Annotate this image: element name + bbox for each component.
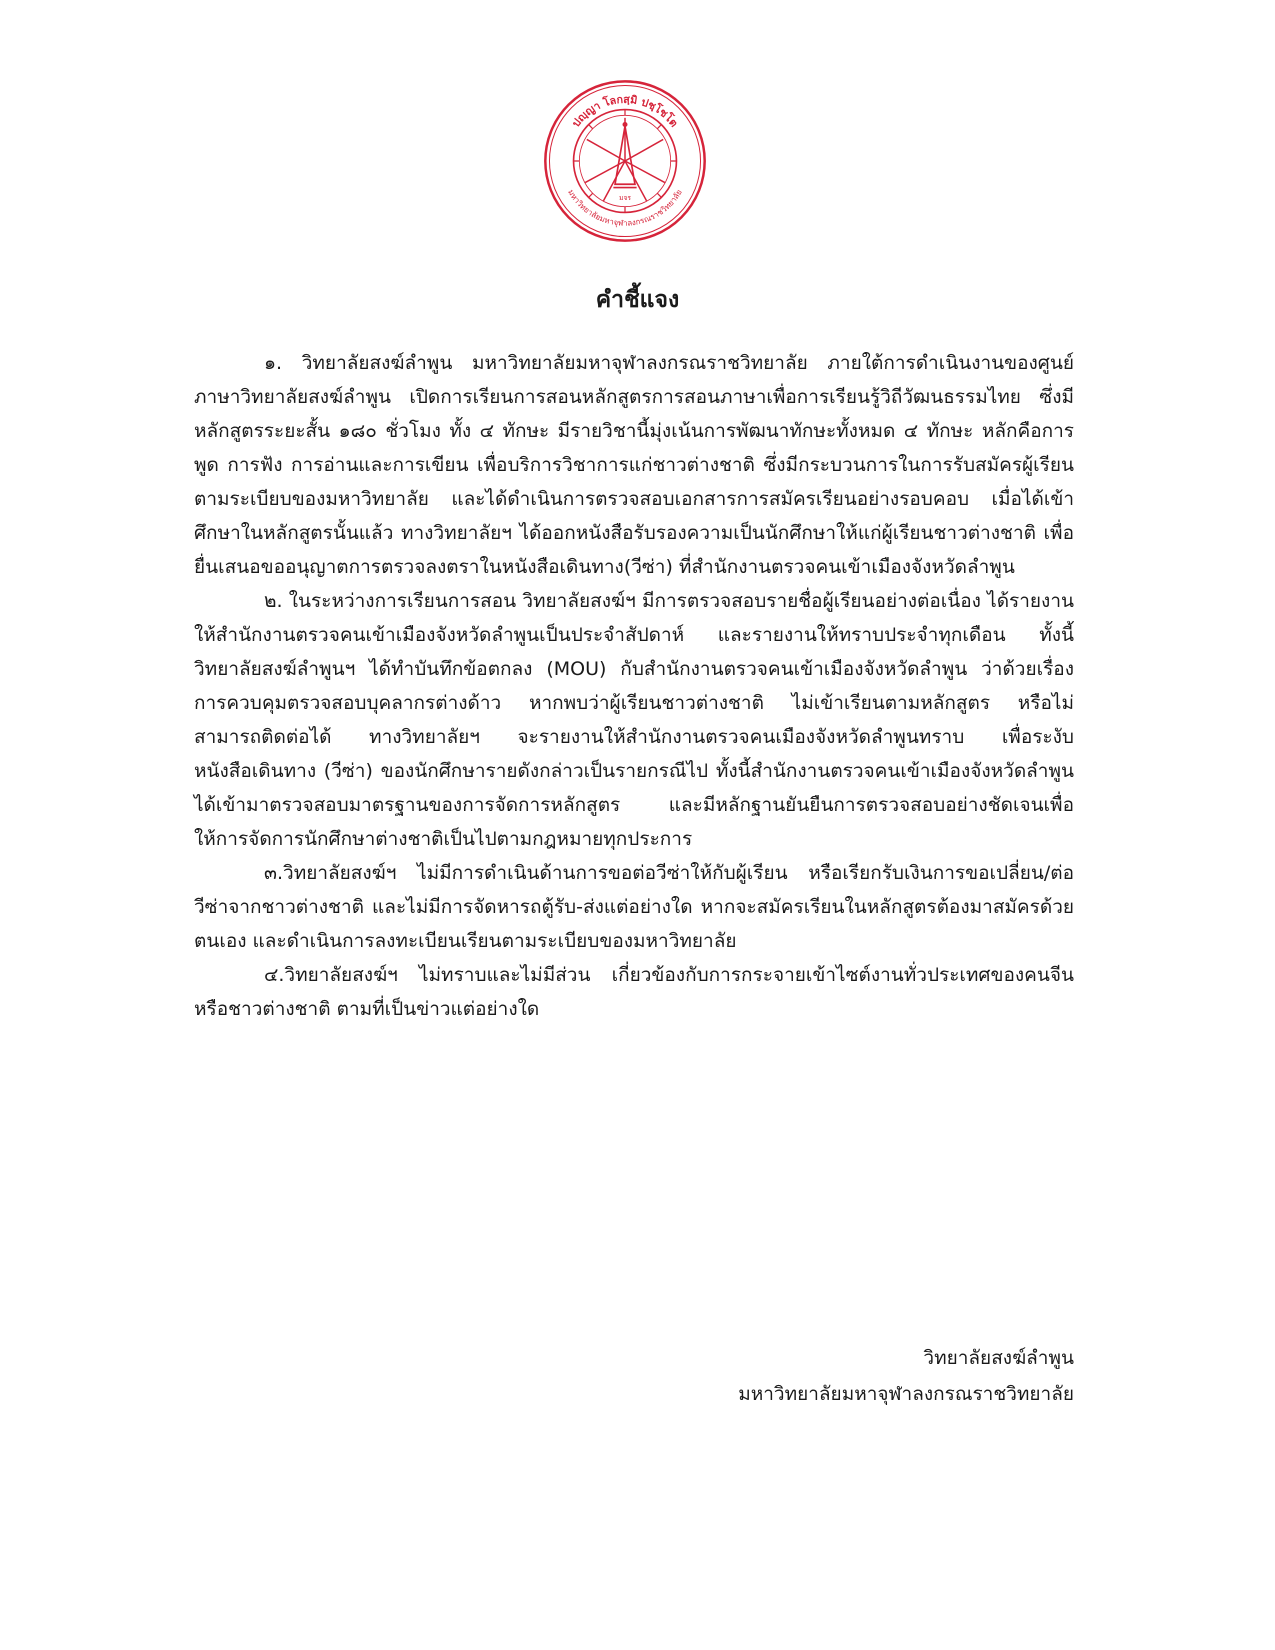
seal-center-abbrev: มจร [619,194,631,203]
signature-college: วิทยาลัยสงฆ์ลำพูน [923,1347,1074,1369]
seal-top-motto: ปญฺญา โลกสฺมิ ปชฺโชโต [569,92,681,130]
university-seal-icon [542,78,708,244]
explanation-body [194,346,1074,1026]
seal-bottom-text: มหาวิทยาลัยมหาจุฬาลงกรณราชวิทยาลัย [566,188,684,228]
paragraph-3: ๓.วิทยาลัยสงฆ์ฯ ไม่มีการดำเนินด้านการขอต่อวีซ่าให้กับผู้เรียน หรือเรียกรับเงินการขอเปลี่ยน/ต่อวีซ่าจากชาวต่างชาติ และไม่มีการจัดหารถตู้รับ-ส่งแต่อย่างใด หากจะสมัครเรียนในหลักสูตรต้องมาสมัครด้วยตนเอง และดำเนินการลงทะเบียนเรียนตามระเบียบของมหาวิทยาลัย [194,862,1074,952]
paragraph-2: ๒. ในระหว่างการเรียนการสอน วิทยาลัยสงฆ์ฯ มีการตรวจสอบรายชื่อผู้เรียนอย่างต่อเนื่อง ได้รายงานให้สำนักงานตรวจคนเข้าเมืองจังหวัดลำพูนเป็นประจำสัปดาห์ และรายงานให้ทราบประจำทุกเดือน ทั้งนี้วิทยาลัยสงฆ์ลำพูนฯ ได้ทำบันทึกข้อตกลง (MOU) กับสำนักงานตรวจคนเข้าเมืองจังหวัดลำพูน ว่าด้วยเรื่องการควบคุมตรวจสอบบุคลากรต่างด้าว หากพบว่าผู้เรียนชาวต่างชาติ ไม่เข้าเรียนตามหลักสูตร หรือไม่สามารถติดต่อได้ ทางวิทยาลัยฯ จะรายงานให้สำนักงานตรวจคนเมืองจังหวัดลำพูนทราบ เพื่อระงับหนังสือเดินทาง (วีซ่า) ของนักศึกษารายดังกล่าวเป็นรายกรณีไป ทั้งนี้สำนักงานตรวจคนเข้าเมืองจังหวัดลำพูน ได้เข้ามาตรวจสอบมาตรฐานของการจัดการหลักสูตร และมีหลักฐานยันยืนการตรวจสอบอย่างชัดเจนเพื่อให้การจัดการนักศึกษาต่างชาติเป็นไปตามกฎหมายทุกประการ [194,590,1074,850]
signature-block [738,1340,1074,1412]
signature-university: มหาวิทยาลัยมหาจุฬาลงกรณราชวิทยาลัย [738,1383,1074,1405]
paragraph-4: ๔.วิทยาลัยสงฆ์ฯ ไม่ทราบและไม่มีส่วน เกี่ยวข้องกับการกระจายเข้าไซต์งานทั่วประเทศของคนจีนหรือชาวต่างชาติ ตามที่เป็นข่าวแต่อย่างใด [194,964,1074,1020]
page-title: คำชี้แจง [595,287,680,313]
paragraph-1: ๑. วิทยาลัยสงฆ์ลำพูน มหาวิทยาลัยมหาจุฬาลงกรณราชวิทยาลัย ภายใต้การดำเนินงานของศูนย์ภาษาวิทยาลัยสงฆ์ลำพูน เปิดการเรียนการสอนหลักสูตรการสอนภาษาเพื่อการเรียนรู้วิถีวัฒนธรรมไทย ซึ่งมีหลักสูตรระยะสั้น ๑๘๐ ชั่วโมง ทั้ง ๔ ทักษะ มีรายวิชานี้มุ่งเน้นการพัฒนาทักษะทั้งหมด ๔ ทักษะ หลักคือการพูด การฟัง การอ่านและการเขียน เพื่อบริการวิชาการแก่ชาวต่างชาติ ซึ่งมีกระบวนการในการรับสมัครผู้เรียนตามระเบียบของมหาวิทยาลัย และได้ดำเนินการตรวจสอบเอกสารการสมัครเรียนอย่างรอบคอบ เมื่อได้เข้าศึกษาในหลักสูตรนั้นแล้ว ทางวิทยาลัยฯ ได้ออกหนังสือรับรองความเป็นนักศึกษาให้แก่ผู้เรียนชาวต่างชาติ เพื่อยื่นเสนอขออนุญาตการตรวจลงตราในหนังสือเดินทาง(วีซ่า) ที่สำนักงานตรวจคนเข้าเมืองจังหวัดลำพูน [194,352,1074,578]
